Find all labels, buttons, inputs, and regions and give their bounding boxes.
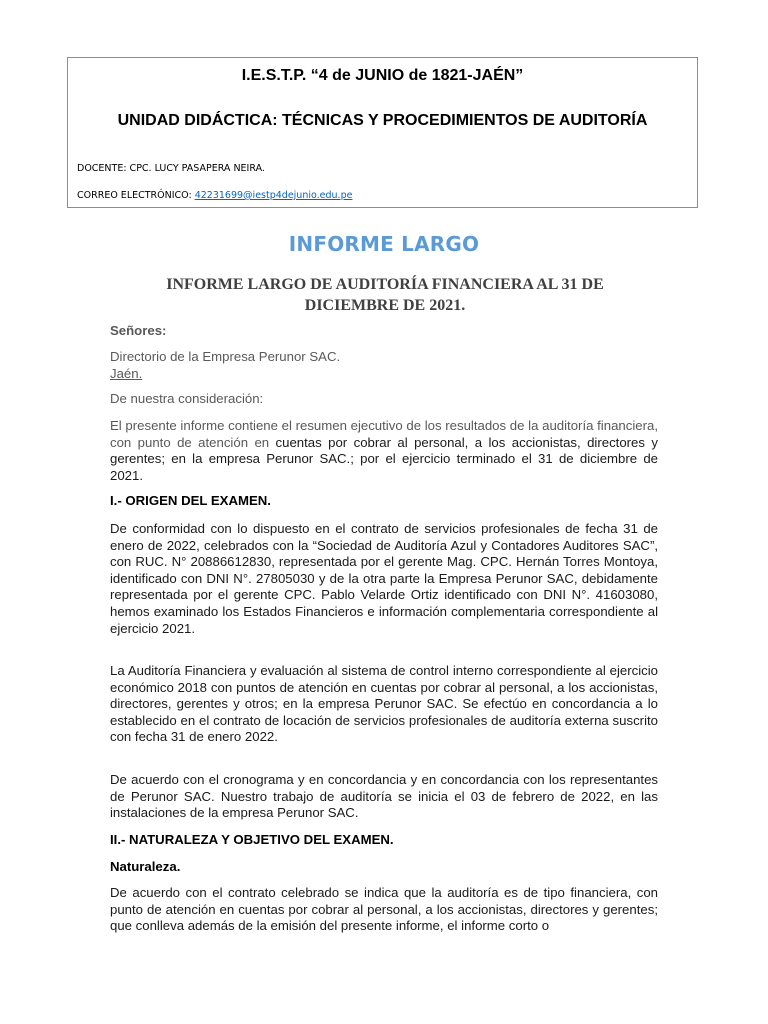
section2-paragraph1: De acuerdo con el contrato celebrado se indica que la auditoría es de tipo financiera, con punto de atención en cuentas por cobrar al personal, a los accionistas, directores y gerentes; que conlleva además de la emisión del presente informe, el informe corto o (110, 885, 658, 934)
document-title: INFORME LARGO (288, 232, 480, 256)
intro-paragraph (110, 418, 658, 484)
document-subtitle: INFORME LARGO DE AUDITORÍA FINANCIERA AL 31 DE DICIEMBRE DE 2021. (166, 276, 604, 314)
recipient: Directorio de la Empresa Perunor SAC. (110, 349, 341, 364)
section1-heading: I.- ORIGEN DEL EXAMEN. (110, 493, 271, 508)
institution-name: I.E.S.T.P. “4 de JUNIO de 1821-JAÉN” (241, 67, 524, 84)
greeting: De nuestra consideración: (110, 391, 264, 406)
section1-paragraph1: De conformidad con lo dispuesto en el contrato de servicios profesionales de fecha 31 de enero de 2022, celebrados con la “Sociedad de Auditoría Azul y Contadores Auditores SAC”, con RUC. N° 20886612830, representada por el gerente Mag. CPC. Hernán Torres Montoya, identificado con DNI N°. 27805030 y de la otra parte la Empresa Perunor SAC, debidamente representada por el gerente CPC. Pablo Velarde Ortiz identificado con DNI N°. 41603080, hemos examinado los Estados Financieros e información complementaria correspondiente al ejercicio 2021. (110, 521, 658, 636)
section1-paragraph3: De acuerdo con el cronograma y en concordancia y en concordancia con los representantes de Perunor SAC. Nuestro trabajo de auditoría se inicia el 03 de febrero de 2022, en las instalaciones de la empresa Perunor SAC. (110, 772, 658, 821)
salutation: Señores: (110, 323, 167, 338)
intro-part2: cuentas por cobrar al personal, a los accionistas, directores y gerentes; en la empresa Perunor SAC.; por el ejercicio terminado el 31 de diciembre de 2021. (110, 434, 658, 483)
section2-subheading: Naturaleza. (110, 859, 181, 874)
header-box (67, 57, 698, 208)
city: Jaén. (110, 366, 143, 381)
email-link[interactable]: 42231699@iestp4dejunio.edu.pe (194, 190, 353, 201)
email-label: CORREO ELECTRÓNICO: (77, 190, 195, 201)
section1-paragraph2: La Auditoría Financiera y evaluación al sistema de control interno correspondiente al ejercicio económico 2018 con puntos de atención en cuentas por cobrar al personal, a los accionistas, directores, gerentes y otros; en la empresa Perunor SAC. Se efectúo en concordancia a lo establecido en el contrato de locación de servicios profesionales de auditoría externa suscrito con fecha 31 de enero 2022. (110, 663, 658, 745)
didactic-unit: UNIDAD DIDÁCTICA: TÉCNICAS Y PROCEDIMIENTOS DE AUDITORÍA (117, 112, 648, 129)
section2-heading: II.- NATURALEZA Y OBJETIVO DEL EXAMEN. (110, 832, 394, 847)
teacher-line: DOCENTE: CPC. LUCY PASAPERA NEIRA. (77, 163, 265, 174)
email-line (77, 190, 352, 201)
intro-part1: El presente informe contiene el resumen ejecutivo de los resultados de la auditoría financiera, con punto de atención en (110, 418, 658, 450)
